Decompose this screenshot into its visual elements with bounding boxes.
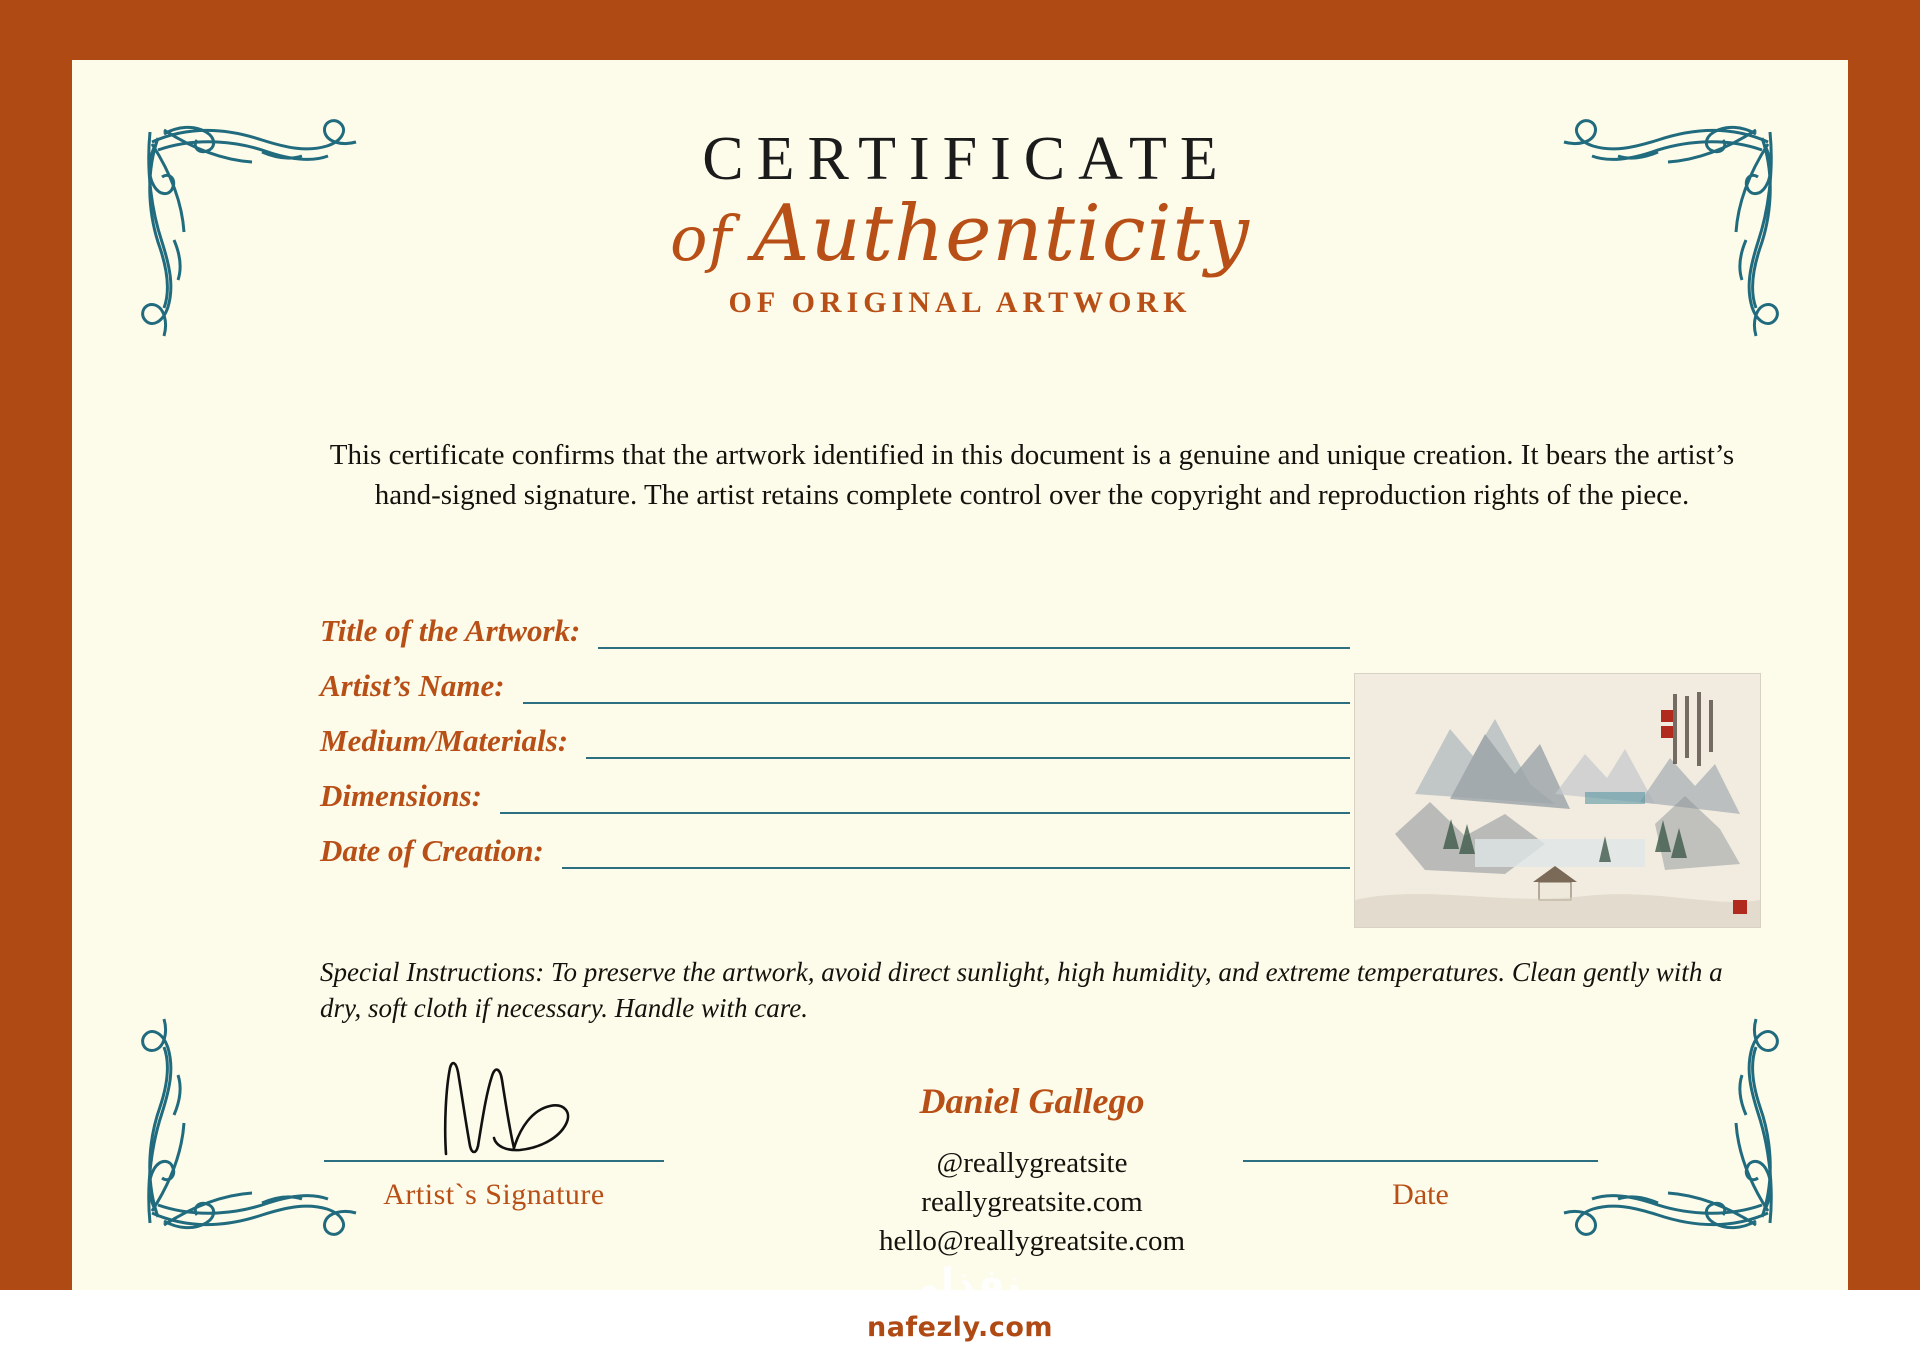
field-input-artist-name[interactable]: [523, 676, 1350, 704]
contact-handle: @reallygreatsite: [936, 1147, 1128, 1179]
fields-section: [320, 605, 1350, 880]
watermark: [0, 1261, 1920, 1343]
field-row: [320, 825, 1350, 869]
artwork-thumbnail: [1354, 673, 1761, 928]
field-label-medium: Medium/Materials:: [320, 723, 569, 758]
artist-name: Daniel Gallego: [919, 1081, 1145, 1121]
field-label-title: Title of the Artwork:: [320, 613, 581, 648]
certificate-header: [72, 125, 1848, 320]
page-subtitle: OF ORIGINAL ARTWORK: [728, 285, 1192, 319]
special-instructions: Special Instructions: To preserve the artwork, avoid direct sunlight, high humidity, and extreme temperatures. Clean gently with a dry, soft cloth if necessary. Handle with care.: [320, 957, 1723, 1024]
watermark-site: nafezly.com: [866, 1312, 1054, 1343]
contact-website[interactable]: reallygreatsite.com: [921, 1186, 1143, 1219]
title-script: [72, 189, 1848, 279]
intro-paragraph: This certificate confirms that the artwork identified in this document is a genuine and unique creation. It bears the artist’s hand‑signed signature. The artist retains complete control over the copyright and reproduction rights of the piece.: [329, 439, 1735, 512]
date-caption: Date: [1392, 1178, 1449, 1211]
field-label-date-of-creation: Date of Creation:: [320, 833, 544, 868]
signature-mark-icon: [324, 1060, 664, 1160]
field-row: [320, 660, 1350, 704]
certificate-sheet: [72, 60, 1848, 1290]
field-value-medium: [586, 731, 592, 760]
signature-block: [324, 1060, 664, 1212]
field-input-dimensions[interactable]: [500, 786, 1350, 814]
field-row: [320, 770, 1350, 814]
date-line[interactable]: [1243, 1060, 1598, 1162]
watermark-arabic-logo: نفذلي: [898, 1261, 1022, 1307]
title-script-word: Authenticity: [753, 189, 1250, 279]
signature-caption: Artist`s Signature: [383, 1178, 605, 1211]
page-title: CERTIFICATE: [702, 125, 1231, 193]
field-row: [320, 715, 1350, 759]
field-row: [320, 605, 1350, 649]
date-block: [1243, 1060, 1598, 1212]
field-label-artist-name: Artist’s Name:: [320, 668, 505, 703]
field-input-title[interactable]: [598, 621, 1350, 649]
field-input-medium[interactable]: [586, 731, 1350, 759]
field-value-date-of-creation: [562, 841, 568, 870]
field-value-dimensions: [500, 786, 506, 815]
contact-email[interactable]: hello@reallygreatsite.com: [878, 1225, 1186, 1258]
field-input-date-of-creation[interactable]: [562, 841, 1350, 869]
field-value-artist-name: [523, 676, 529, 705]
field-value-title: [598, 621, 604, 650]
title-script-of: of: [670, 202, 754, 275]
field-label-dimensions: Dimensions:: [320, 778, 482, 813]
